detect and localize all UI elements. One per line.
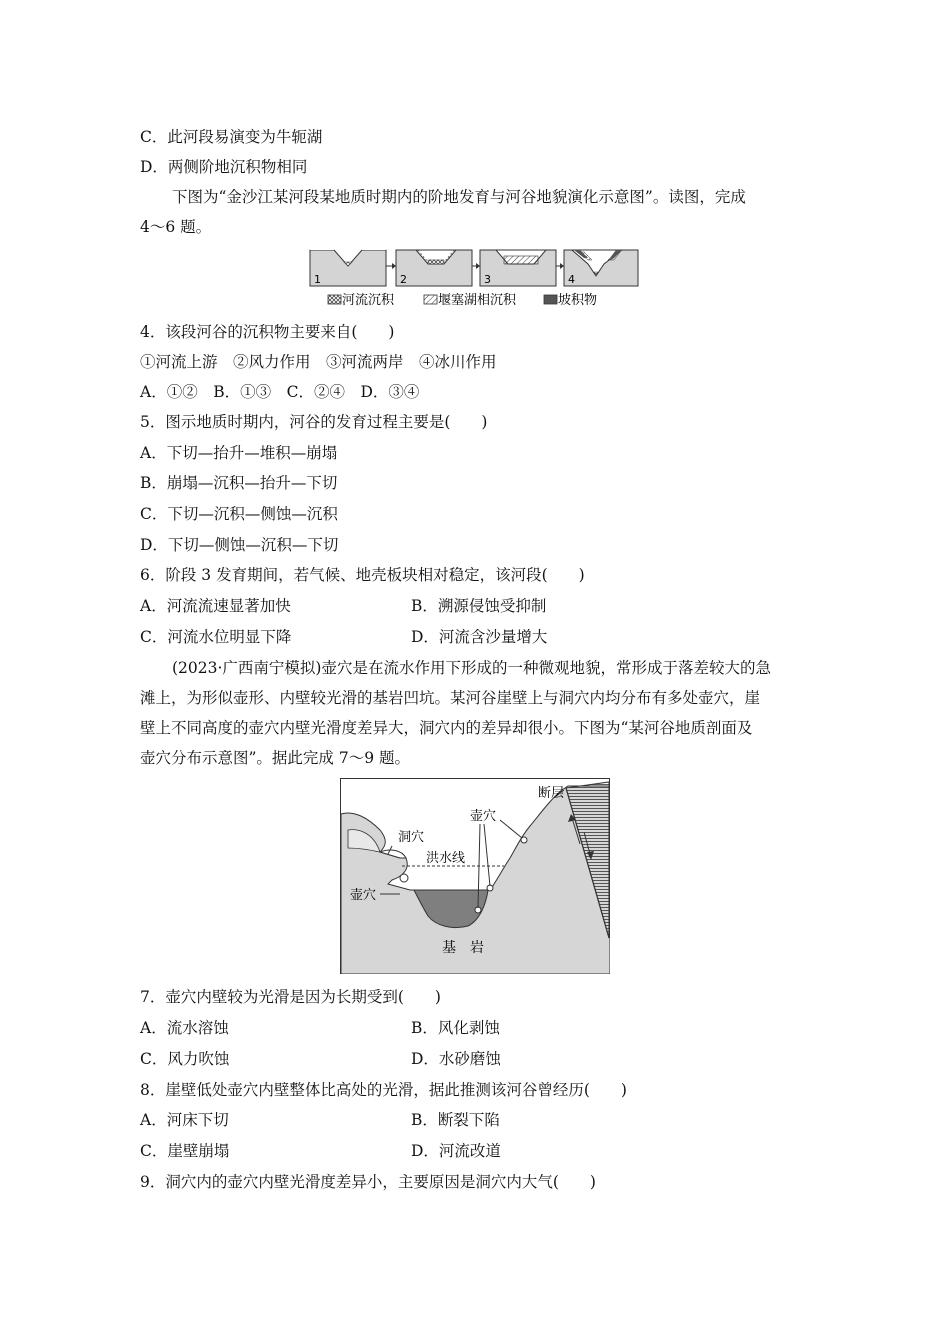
label-bedrock: 基 岩 [442,940,484,956]
q7-option-b: B．风化剥蚀 [411,1019,500,1037]
q7-option-c: C．风力吹蚀 [140,1050,230,1068]
label-pothole-left: 壶穴 [350,888,377,903]
figure-valley-profile [340,778,610,974]
figure1-legend [328,292,597,308]
intro-7-9-line3: 壁上不同高度的壶穴内壁光滑度差异大，洞穴内的差异却很小。下图为“某河谷地质剖面及 [140,719,753,737]
intro-7-9-line4: 壶穴分布示意图”。据此完成 7～9 题。 [140,749,411,767]
q6-option-d: D．河流含沙量增大 [411,628,548,646]
q5-stem: 5．图示地质时期内，河谷的发育过程主要是( ) [140,413,488,431]
panel-1 [310,248,386,286]
label-cave: 洞穴 [398,830,425,845]
q7-option-d: D．水砂磨蚀 [411,1050,501,1068]
q5-option-b: B．崩塌—沉积—抬升—下切 [140,474,338,492]
panel-1-label: 1 [314,273,321,286]
q6-row2 [140,627,548,647]
panel-2-label: 2 [400,273,407,286]
q7-row2 [140,1049,501,1069]
panel-3 [480,250,556,286]
q8-option-b: B．断裂下陷 [411,1111,500,1129]
label-flood-line: 洪水线 [426,851,466,866]
q6-option-c: C．河流水位明显下降 [140,628,292,646]
q7-stem: 7．壶穴内壁较为光滑是因为长期受到( ) [140,988,441,1006]
intro-7-9-line1: (2023·广西南宁模拟)壶穴是在流水作用下形成的一种微观地貌，常形成于落差较大的急 [172,659,771,677]
q5-option-a: A．下切—抬升—堆积—崩塌 [140,444,338,462]
legend-lake-deposit-swatch [424,295,437,304]
q5-option-c: C．下切—沉积—侧蚀—沉积 [140,505,338,523]
q6-option-b: B．溯源侵蚀受抑制 [411,597,547,615]
q4-options: A．①② B．①③ C．②④ D．③④ [140,383,420,401]
panel-2 [396,250,472,286]
q6-stem: 6．阶段 3 发育期间，若气候、地壳板块相对稳定，该河段( ) [140,566,585,584]
legend-colluvium: 坡积物 [558,293,598,308]
q8-option-d: D．河流改道 [411,1142,501,1160]
label-fault: 断层 [538,786,565,801]
q9-stem: 9．洞穴内的壶穴内壁光滑度差异小，主要原因是洞穴内大气( ) [140,1173,596,1191]
q4-stem: 4．该段河谷的沉积物主要来自( ) [140,323,395,341]
intro-4-6-line2: 4～6 题。 [140,218,212,236]
q8-row2 [140,1141,501,1161]
legend-river-deposit-swatch [328,295,341,304]
legend-lake-deposit: 堰塞湖相沉积 [438,293,517,308]
q7-row1 [140,1018,500,1038]
q6-option-a: A．河流流速显著加快 [140,597,291,615]
intro-7-9-line2: 滩上，为形似壶形、内壁较光滑的基岩凹坑。某河谷崖壁上与洞穴内均分布有多处壶穴，崖 [140,689,761,707]
q3-option-d: D．两侧阶地沉积物相同 [140,158,308,176]
q8-stem: 8．崖壁低处壶穴内壁整体比高处的光滑，据此推测该河谷曾经历( ) [140,1081,627,1099]
q5-option-d: D．下切—侧蚀—沉积—下切 [140,536,339,554]
legend-colluvium-swatch [544,295,557,304]
legend-river-deposit: 河流沉积 [342,293,395,308]
label-pothole-top: 壶穴 [470,809,497,824]
q7-option-a: A．流水溶蚀 [140,1019,229,1037]
panel-4 [564,250,638,286]
q8-row1 [140,1110,500,1130]
q3-option-c: C．此河段易演变为牛轭湖 [140,128,323,146]
q8-option-c: C．崖壁崩塌 [140,1142,230,1160]
panel-3-label: 3 [484,273,491,286]
q4-items: ①河流上游 ②风力作用 ③河流两岸 ④冰川作用 [140,353,497,371]
figure-valley-evolution [308,246,640,312]
intro-4-6-line1: 下图为“金沙江某河段某地质时期内的阶地发育与河谷地貌演化示意图”。读图，完成 [172,188,746,206]
q8-option-a: A．河床下切 [140,1111,229,1129]
panel-4-label: 4 [568,273,575,286]
q6-row1 [140,596,547,616]
